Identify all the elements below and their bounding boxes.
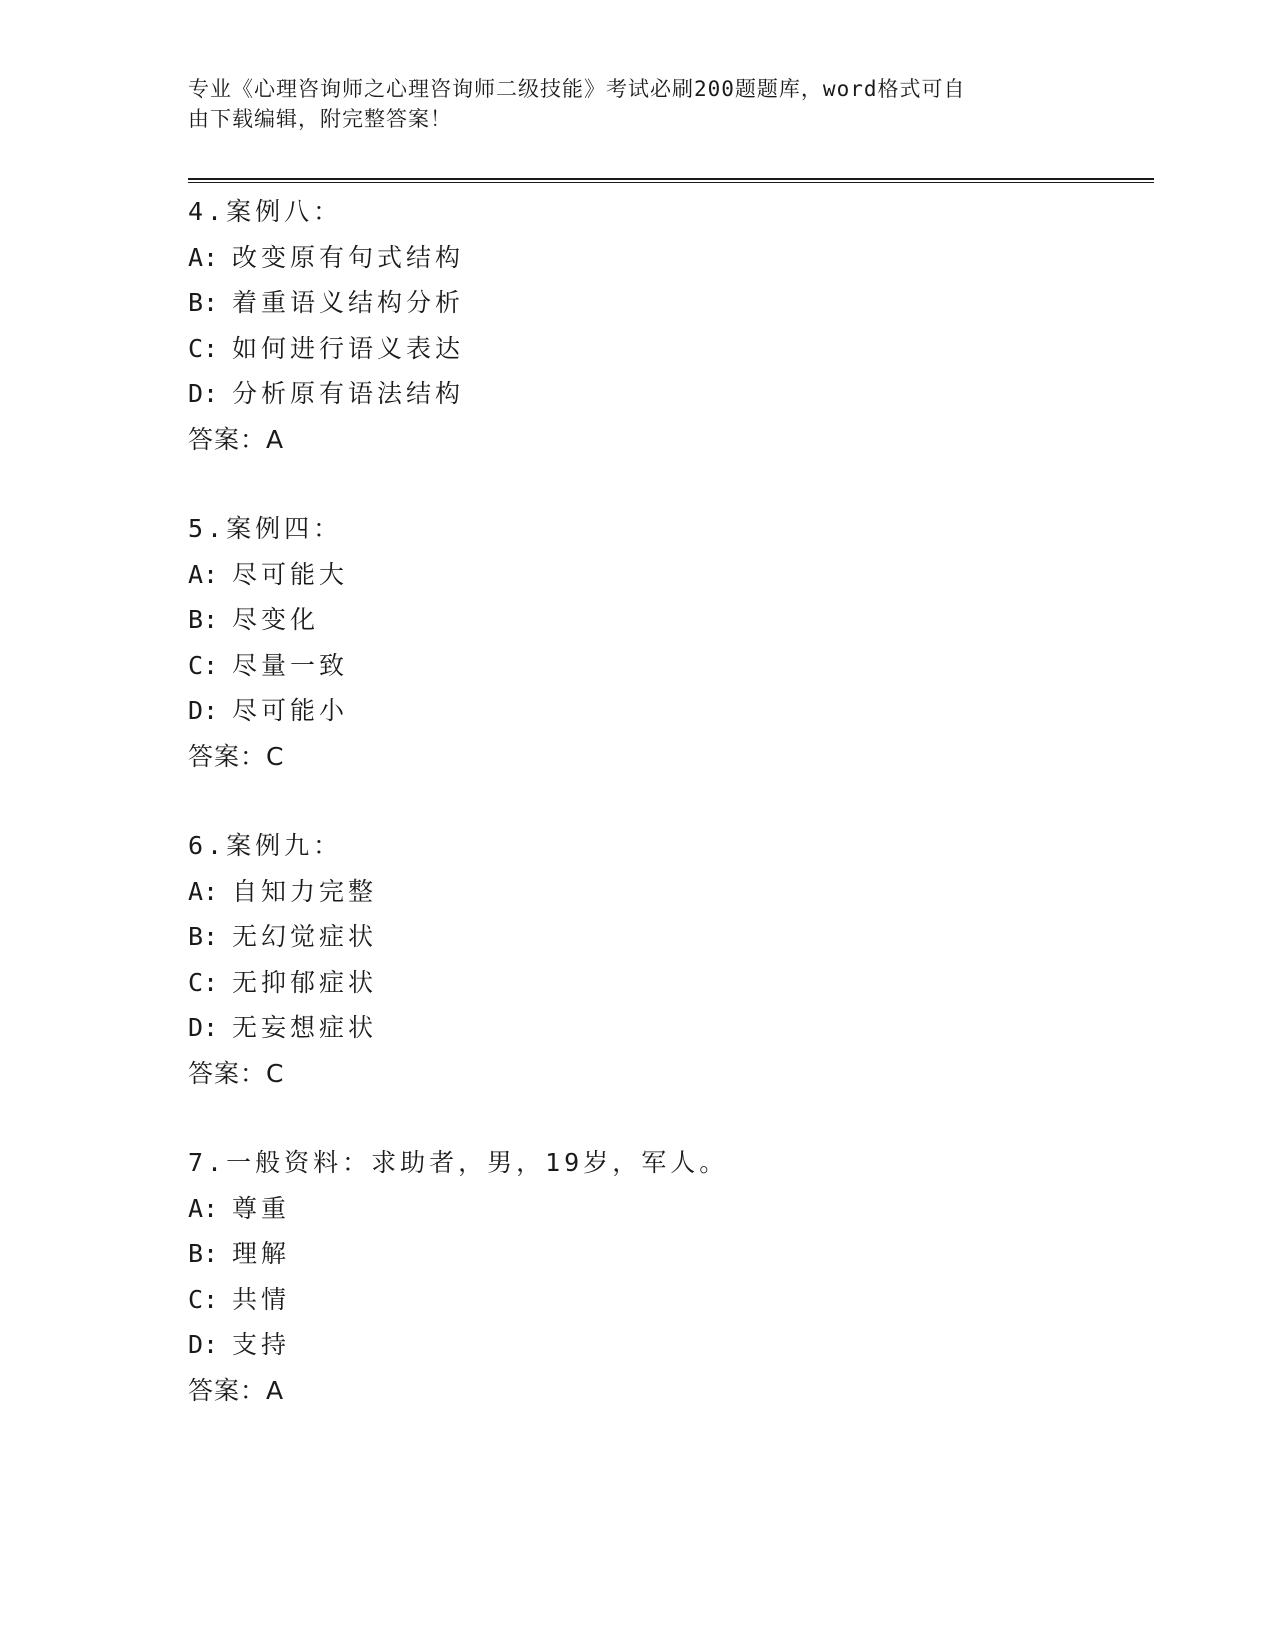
question-stem: 5.案例四：: [188, 514, 343, 543]
option-key: B:: [188, 1239, 219, 1268]
option-text: 无幻觉症状: [232, 922, 378, 951]
question-stem: 7.一般资料：求助者，男，19岁，军人。: [188, 1148, 729, 1177]
option-c: [188, 326, 1148, 372]
option-text: 着重语义结构分析: [232, 288, 465, 317]
option-b: [188, 597, 1148, 643]
option-text: 尽可能大: [232, 559, 349, 589]
document-header: [188, 74, 1068, 134]
question-item: [188, 823, 1148, 1096]
option-text: 自知力完整: [232, 876, 378, 906]
option-key: A:: [188, 559, 219, 589]
option-key: B:: [188, 605, 219, 634]
option-key: D:: [188, 379, 219, 408]
option-text: 尽可能小: [232, 696, 349, 725]
header-line-2: 由下载编辑，附完整答案！: [188, 107, 452, 131]
option-key: A:: [188, 1193, 219, 1223]
question-stem: 6.案例九：: [188, 831, 343, 860]
option-text: 尽量一致: [232, 650, 349, 680]
header-divider-thin: [188, 182, 1154, 183]
option-text: 理解: [232, 1239, 291, 1268]
option-d: [188, 1005, 1148, 1051]
option-text: 无抑郁症状: [232, 967, 378, 997]
option-c: [188, 960, 1148, 1006]
header-divider-thick: [188, 178, 1154, 180]
option-b: [188, 1231, 1148, 1277]
option-key: C:: [188, 967, 219, 997]
answer-line: 答案：C: [188, 1058, 285, 1088]
question-stem: 4.案例八：: [188, 197, 343, 226]
option-a: [188, 869, 1148, 915]
option-key: D:: [188, 1330, 219, 1359]
option-key: A:: [188, 876, 219, 906]
option-text: 尊重: [232, 1193, 291, 1223]
option-a: [188, 1186, 1148, 1232]
option-a: [188, 552, 1148, 598]
option-key: B:: [188, 288, 219, 317]
option-c: [188, 1277, 1148, 1323]
option-key: A:: [188, 242, 219, 272]
option-b: [188, 280, 1148, 326]
answer-line: 答案：A: [188, 424, 285, 454]
option-key: C:: [188, 650, 219, 680]
option-d: [188, 371, 1148, 417]
option-text: 无妄想症状: [232, 1013, 378, 1042]
option-text: 共情: [232, 1284, 291, 1314]
option-key: D:: [188, 1013, 219, 1042]
question-list: [188, 189, 1148, 1457]
option-text: 尽变化: [232, 605, 320, 634]
option-text: 分析原有语法结构: [232, 379, 465, 408]
option-key: D:: [188, 696, 219, 725]
option-c: [188, 643, 1148, 689]
option-key: B:: [188, 922, 219, 951]
answer-line: 答案：A: [188, 1375, 285, 1405]
option-b: [188, 914, 1148, 960]
option-a: [188, 235, 1148, 281]
option-key: C:: [188, 333, 219, 363]
option-text: 支持: [232, 1330, 291, 1359]
option-text: 改变原有句式结构: [232, 242, 465, 272]
header-line-1: 专业《心理咨询师之心理咨询师二级技能》考试必刷200题题库，word格式可自: [188, 77, 966, 101]
option-d: [188, 1322, 1148, 1368]
question-item: [188, 506, 1148, 779]
question-item: [188, 189, 1148, 462]
question-item: [188, 1140, 1148, 1413]
option-key: C:: [188, 1284, 219, 1314]
option-text: 如何进行语义表达: [232, 333, 465, 363]
option-d: [188, 688, 1148, 734]
answer-line: 答案：C: [188, 741, 285, 771]
